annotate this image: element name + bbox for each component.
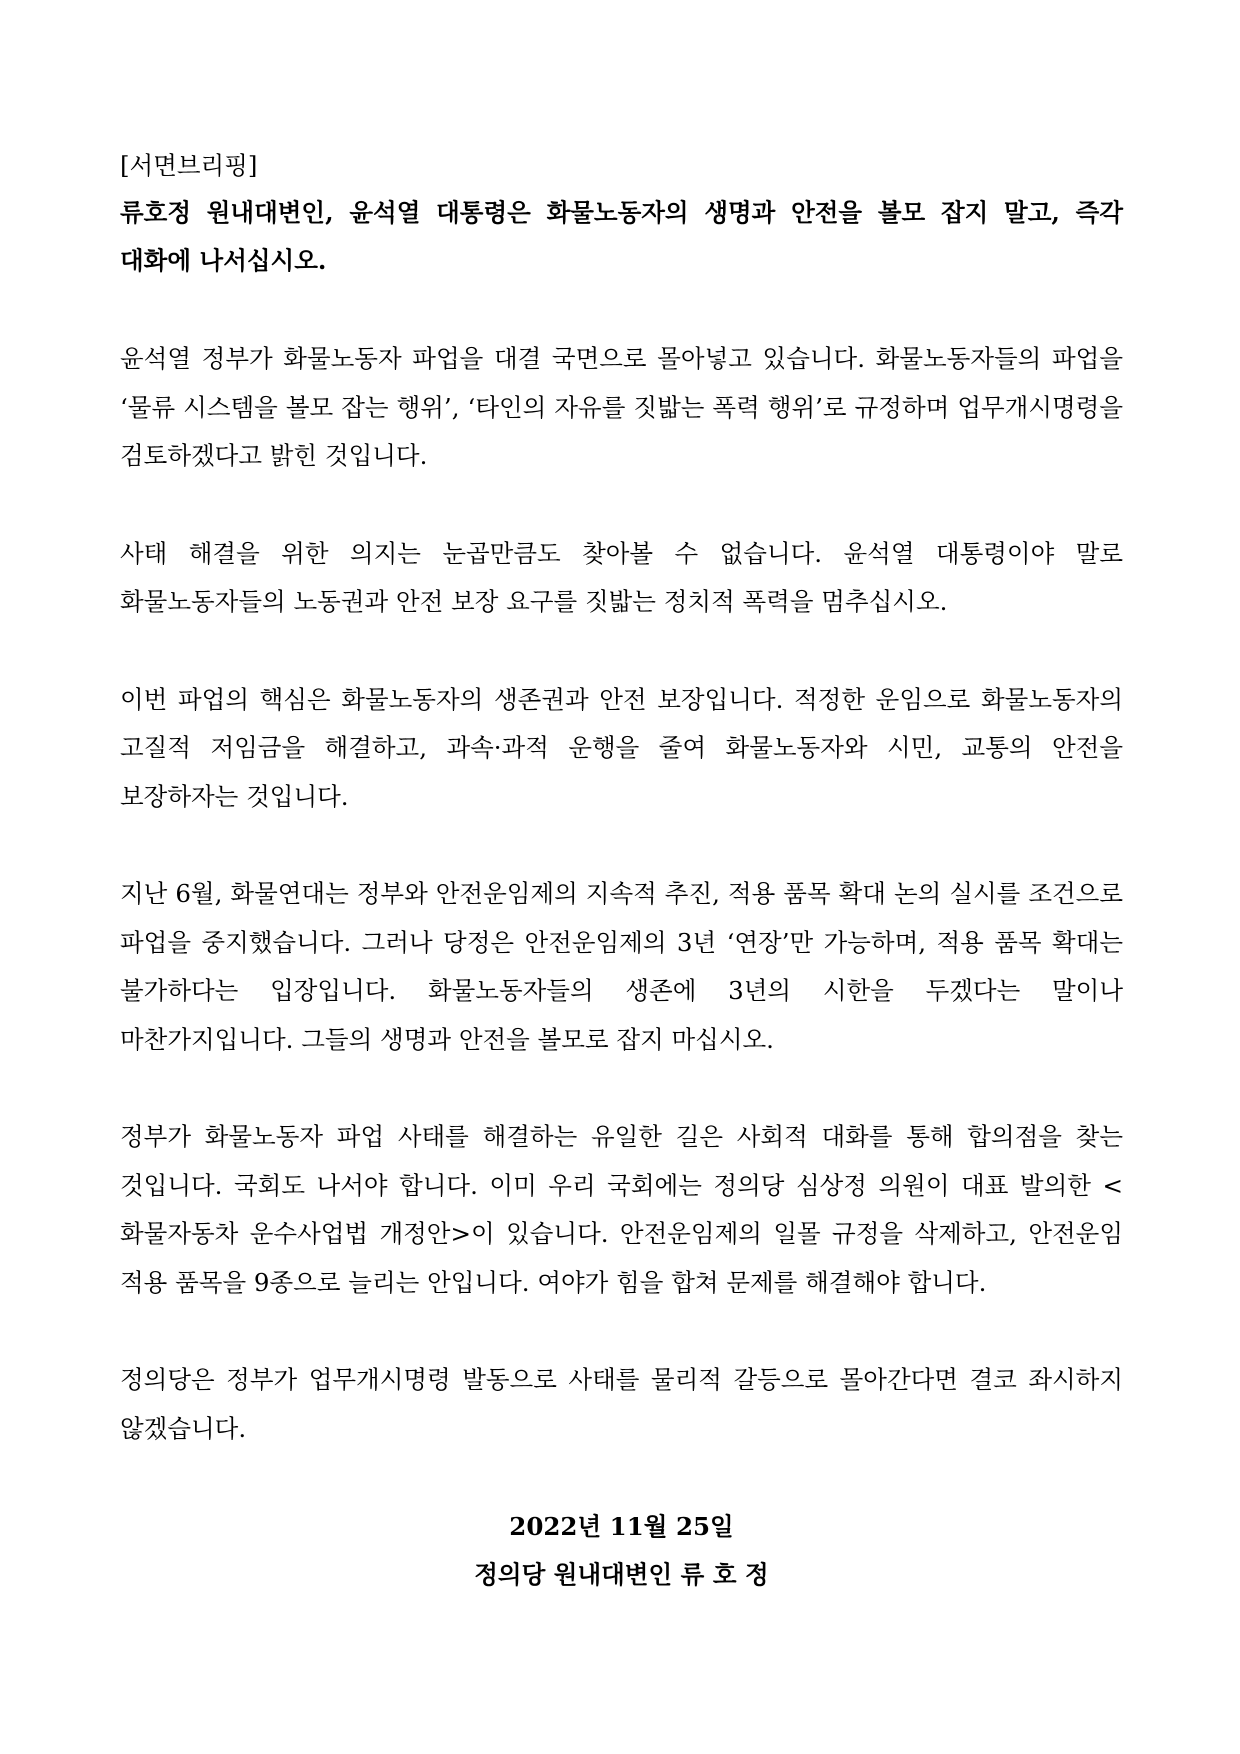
body-paragraph-3: 이번 파업의 핵심은 화물노동자의 생존권과 안전 보장입니다. 적정한 운임으로 화물노동자의 고질적 저임금을 해결하고, 과속·과적 운행을 줄여 화물노동자와 시민, 교통의 안전을 보장하자는 것입니다.	[120, 684, 1123, 811]
body-paragraph-2: 사태 해결을 위한 의지는 눈곱만큼도 찾아볼 수 없습니다. 윤석열 대통령이야 말로 화물노동자들의 노동권과 안전 보장 요구를 짓밟는 정치적 폭력을 멈추십시오.	[120, 538, 1123, 616]
briefing-document	[120, 142, 1123, 1599]
document-title: 류호정 원내대변인, 윤석열 대통령은 화물노동자의 생명과 안전을 볼모 잡지 말고, 즉각 대화에 나서십시오.	[120, 198, 1123, 275]
document-date: 2022년 11월 25일	[509, 1512, 734, 1541]
document-signature: 정의당 원내대변인 류 호 정	[474, 1560, 769, 1589]
document-type-label: [서면브리핑]	[120, 151, 258, 180]
body-paragraph-6: 정의당은 정부가 업무개시명령 발동으로 사태를 물리적 갈등으로 몰아간다면 결코 좌시하지 않겠습니다.	[120, 1365, 1123, 1443]
body-paragraph-5: 정부가 화물노동자 파업 사태를 해결하는 유일한 길은 사회적 대화를 통해 합의점을 찾는 것입니다. 국회도 나서야 합니다. 이미 우리 국회에는 정의당 심상정 의원이 대표 발의한 <화물자동차 운수사업법 개정안>이 있습니다. 안전운임제의 일몰 규정을 삭제하고, 안전운임 적용 품목을 9종으로 늘리는 안입니다. 여야가 힘을 합쳐 문제를 해결해야 합니다.	[120, 1122, 1123, 1297]
body-paragraph-1: 윤석열 정부가 화물노동자 파업을 대결 국면으로 몰아넣고 있습니다. 화물노동자들의 파업을 ‘물류 시스템을 볼모 잡는 행위’, ‘타인의 자유를 짓밟는 폭력 행위’로 규정하며 업무개시명령을 검토하겠다고 밝힌 것입니다.	[120, 344, 1123, 470]
body-paragraph-4: 지난 6월, 화물연대는 정부와 안전운임제의 지속적 추진, 적용 품목 확대 논의 실시를 조건으로 파업을 중지했습니다. 그러나 당정은 안전운임제의 3년 ‘연장’만 가능하며, 적용 품목 확대는 불가하다는 입장입니다. 화물노동자들의 생존에 3년의 시한을 두겠다는 말이나 마찬가지입니다. 그들의 생명과 안전을 볼모로 잡지 마십시오.	[120, 879, 1123, 1054]
